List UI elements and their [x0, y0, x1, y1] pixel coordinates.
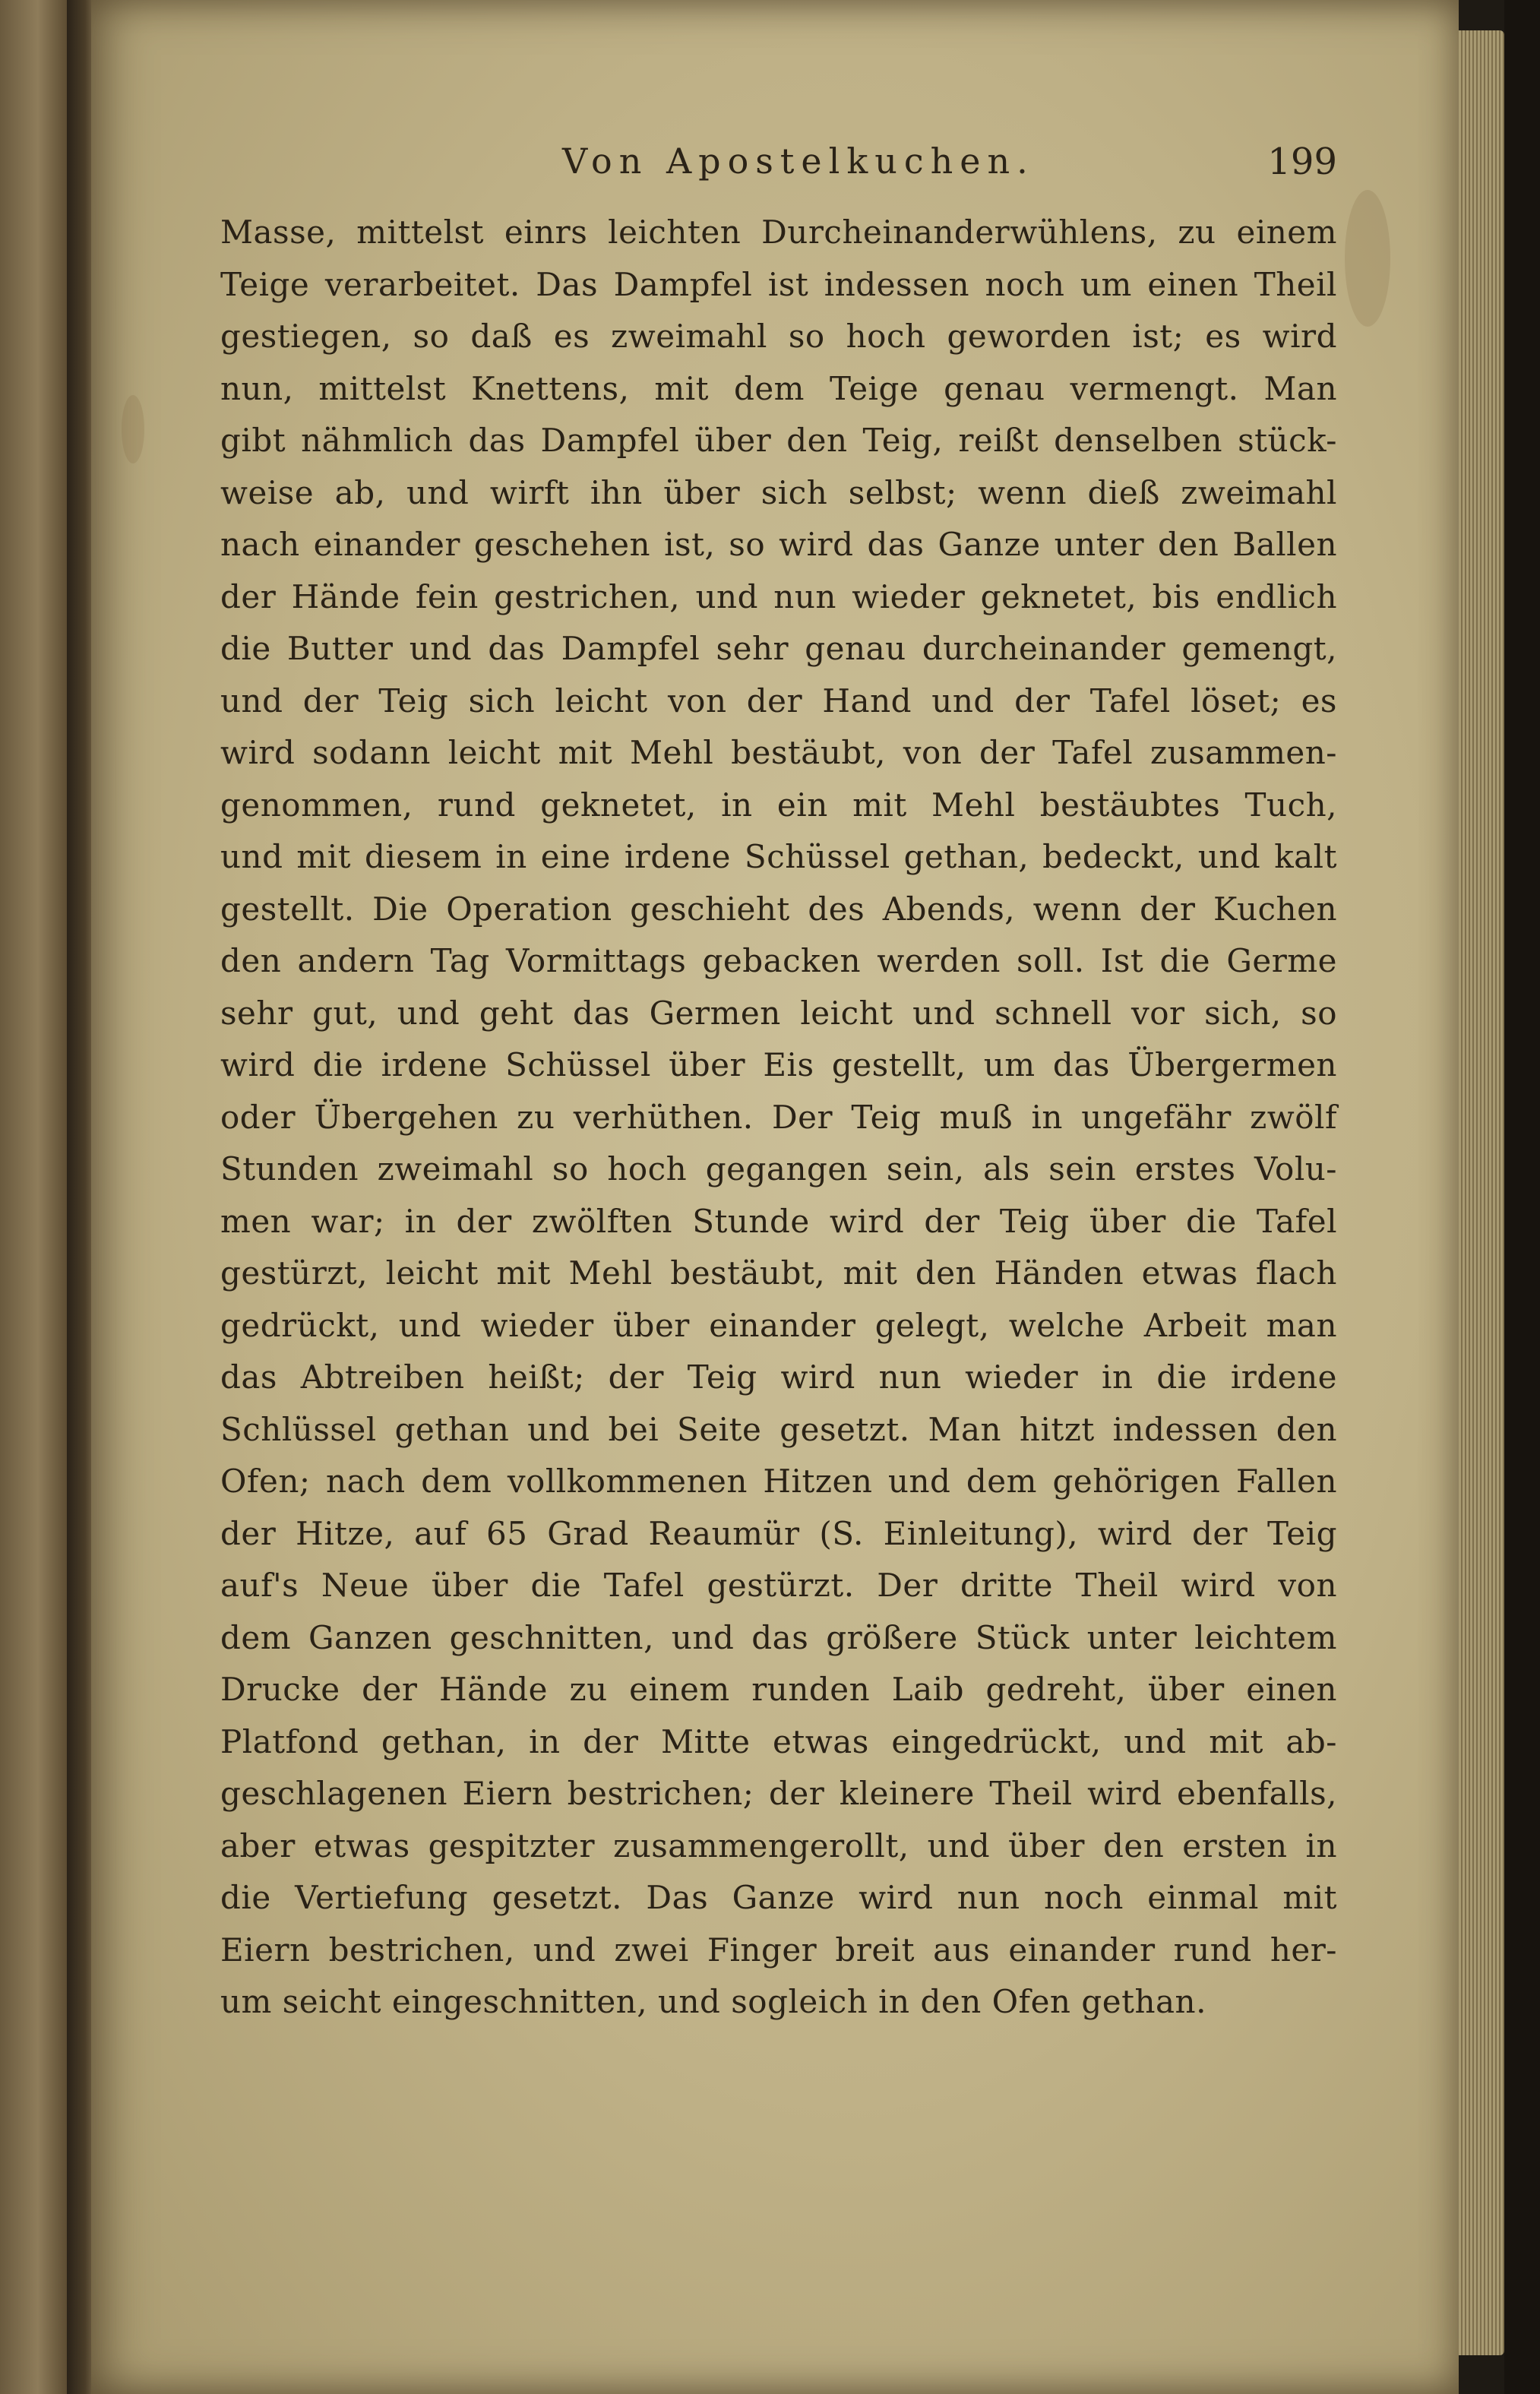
text-line: Eiern bestrichen, und zwei Finger breit aus einander rund her- [220, 1931, 1337, 1969]
text-line: und mit diesem in eine irdene Schüssel gethan, bedeckt, und kalt [220, 838, 1337, 875]
facing-page-edge [0, 0, 68, 2394]
text-line: men war; in der zwölften Stunde wird der Teig über die Tafel [220, 1202, 1337, 1240]
text-line: und der Teig sich leicht von der Hand und der Tafel löset; es [220, 682, 1337, 719]
body-text [220, 207, 1337, 2029]
text-line: gedrückt, und wieder über einander gelegt, welche Arbeit man [220, 1306, 1337, 1344]
text-line: nun, mittelst Knettens, mit dem Teige genau vermengt. Man [220, 369, 1337, 407]
text-line: Schlüssel gethan und bei Seite gesetzt. Man hitzt indessen den [220, 1410, 1337, 1448]
page-stain [1345, 190, 1390, 327]
text-line: weise ab, und wirft ihn über sich selbst; wenn dieß zweimahl [220, 473, 1337, 511]
text-line: dem Ganzen geschnitten, und das größere Stück unter leichtem [220, 1618, 1337, 1656]
text-line: auf's Neue über die Tafel gestürzt. Der dritte Theil wird von [220, 1567, 1337, 1604]
text-line: genommen, rund geknetet, in ein mit Mehl bestäubtes Tuch, [220, 786, 1337, 824]
text-line: der Hitze, auf 65 Grad Reaumür (S. Einleitung), wird der Teig [220, 1514, 1337, 1552]
text-line: der Hände fein gestrichen, und nun wieder geknetet, bis endlich [220, 577, 1337, 615]
text-line: die Butter und das Dampfel sehr genau durcheinander gemengt, [220, 630, 1337, 667]
page-edges [1459, 30, 1504, 2355]
text-line: gibt nähmlich das Dampfel über den Teig, reißt denselben stück- [220, 422, 1337, 459]
text-line: um seicht eingeschnitten, und sogleich in den Ofen gethan. [220, 1983, 1206, 2020]
text-line: aber etwas gespitzter zusammengerollt, und über den ersten in [220, 1826, 1337, 1864]
text-line: Drucke der Hände zu einem runden Laib gedreht, über einen [220, 1671, 1337, 1708]
text-line: geschlagenen Eiern bestrichen; der kleinere Theil wird ebenfalls, [220, 1775, 1337, 1812]
text-line: sehr gut, und geht das Germen leicht und schnell vor sich, so [220, 994, 1337, 1032]
text-line: Ofen; nach dem vollkommenen Hitzen und dem gehörigen Fallen [220, 1463, 1337, 1500]
text-line: den andern Tag Vormittags gebacken werden soll. Ist die Germe [220, 942, 1337, 979]
text-line: wird sodann leicht mit Mehl bestäubt, von der Tafel zusammen- [220, 734, 1337, 771]
page-stain [122, 395, 144, 463]
text-line: das Abtreiben heißt; der Teig wird nun wieder in die irdene [220, 1358, 1337, 1396]
text-line: Masse, mittelst einrs leichten Durcheinanderwühlens, zu einem [220, 213, 1337, 251]
text-line: oder Übergehen zu verhüthen. Der Teig muß in ungefähr zwölf [220, 1098, 1337, 1136]
text-line: Platfond gethan, in der Mitte etwas eingedrückt, und mit ab- [220, 1722, 1337, 1760]
text-line: Stunden zweimahl so hoch gegangen sein, als sein erstes Volu- [220, 1150, 1337, 1188]
text-line: die Vertiefung gesetzt. Das Ganze wird nun noch einmal mit [220, 1879, 1337, 1916]
running-head: Von Apostelkuchen. [562, 141, 1035, 182]
page-header [220, 141, 1345, 194]
text-line: gestürzt, leicht mit Mehl bestäubt, mit den Händen etwas flach [220, 1254, 1337, 1292]
text-line: gestiegen, so daß es zweimahl so hoch geworden ist; es wird [220, 318, 1337, 355]
text-line: Teige verarbeitet. Das Dampfel ist indessen noch um einen Theil [220, 265, 1337, 303]
background-right [1504, 0, 1540, 2394]
text-line: wird die irdene Schüssel über Eis gestellt, um das Übergermen [220, 1046, 1337, 1083]
text-line: nach einander geschehen ist, so wird das Ganze unter den Ballen [220, 526, 1337, 563]
text-line: gestellt. Die Operation geschieht des Abends, wenn der Kuchen [220, 890, 1337, 928]
page-number: 199 [1267, 141, 1337, 183]
